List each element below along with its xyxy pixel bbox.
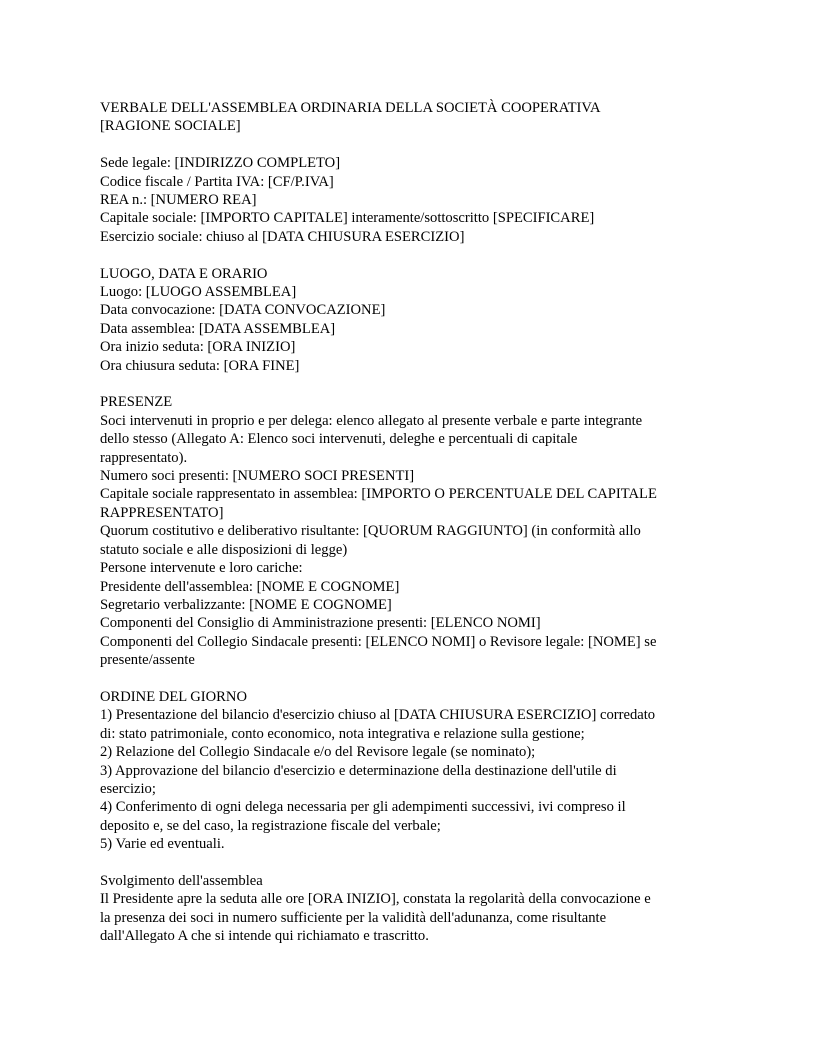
- paragraph-spacer: [100, 670, 724, 688]
- section-line: Soci intervenuti in proprio e per delega: elenco allegato al presente verbale e parte integrante: [100, 412, 643, 429]
- ordine-section: [100, 688, 724, 854]
- section-heading: LUOGO, DATA E ORARIO: [100, 265, 268, 282]
- section-line: Data convocazione: [DATA CONVOCAZIONE]: [100, 302, 386, 319]
- section-line: Persone intervenute e loro cariche:: [100, 560, 303, 577]
- paragraph-spacer: [100, 854, 724, 872]
- title-line: [RAGIONE SOCIALE]: [100, 118, 241, 135]
- section-heading: ORDINE DEL GIORNO: [100, 688, 247, 705]
- section-line: Componenti del Consiglio di Amministrazione presenti: [ELENCO NOMI]: [100, 615, 541, 632]
- section-line: la presenza dei soci in numero sufficiente per la validità dell'adunanza, come risultante: [100, 909, 607, 926]
- section-line: 3) Approvazione del bilancio d'esercizio e determinazione della destinazione dell'utile di: [100, 762, 617, 779]
- paragraph-spacer: [100, 375, 724, 393]
- section-line: dall'Allegato A che si intende qui richiamato e trascritto.: [100, 928, 429, 945]
- section-heading: Svolgimento dell'assemblea: [100, 872, 263, 889]
- section-line: rappresentato).: [100, 449, 188, 466]
- section-line: 5) Varie ed eventuali.: [100, 836, 225, 853]
- company-info-line: REA n.: [NUMERO REA]: [100, 192, 257, 209]
- section-line: Ora chiusura seduta: [ORA FINE]: [100, 357, 300, 374]
- company-info-line: Capitale sociale: [IMPORTO CAPITALE] interamente/sottoscritto [SPECIFICARE]: [100, 210, 595, 227]
- section-line: presente/assente: [100, 652, 195, 669]
- luogo-section: [100, 265, 724, 375]
- document-body: [100, 99, 724, 946]
- section-line: Quorum costitutivo e deliberativo risultante: [QUORUM RAGGIUNTO] (in conformità allo: [100, 523, 641, 540]
- section-line: Data assemblea: [DATA ASSEMBLEA]: [100, 320, 336, 337]
- company-info-line: Esercizio sociale: chiuso al [DATA CHIUSURA ESERCIZIO]: [100, 228, 465, 245]
- section-line: Numero soci presenti: [NUMERO SOCI PRESENTI]: [100, 468, 415, 485]
- section-line: statuto sociale e alle disposizioni di legge): [100, 541, 348, 558]
- section-line: Capitale sociale rappresentato in assemblea: [IMPORTO O PERCENTUALE DEL CAPITALE: [100, 486, 657, 503]
- section-line: Ora inizio seduta: [ORA INIZIO]: [100, 339, 296, 356]
- section-line: Presidente dell'assemblea: [NOME E COGNOME]: [100, 578, 400, 595]
- company-info: [100, 154, 724, 246]
- svolgimento-section: [100, 872, 724, 946]
- section-line: Segretario verbalizzante: [NOME E COGNOME]: [100, 596, 392, 613]
- title-line: VERBALE DELL'ASSEMBLEA ORDINARIA DELLA SOCIETÀ COOPERATIVA: [100, 100, 601, 116]
- company-info-line: Codice fiscale / Partita IVA: [CF/P.IVA]: [100, 173, 334, 190]
- section-line: deposito e, se del caso, la registrazione fiscale del verbale;: [100, 817, 441, 834]
- section-line: Il Presidente apre la seduta alle ore [ORA INIZIO], constata la regolarità della convocazione e: [100, 891, 651, 908]
- section-line: Luogo: [LUOGO ASSEMBLEA]: [100, 284, 297, 301]
- paragraph-spacer: [100, 136, 724, 154]
- company-info-line: Sede legale: [INDIRIZZO COMPLETO]: [100, 155, 341, 172]
- section-line: esercizio;: [100, 780, 156, 797]
- section-line: 4) Conferimento di ogni delega necessaria per gli adempimenti successivi, ivi compreso il: [100, 799, 626, 816]
- section-line: di: stato patrimoniale, conto economico, nota integrativa e relazione sulla gestione;: [100, 725, 585, 742]
- section-line: 2) Relazione del Collegio Sindacale e/o del Revisore legale (se nominato);: [100, 744, 536, 761]
- presenze-section: [100, 393, 724, 669]
- paragraph-spacer: [100, 246, 724, 264]
- document-title: [100, 99, 724, 136]
- section-line: 1) Presentazione del bilancio d'esercizio chiuso al [DATA CHIUSURA ESERCIZIO] corredato: [100, 707, 656, 724]
- section-heading: PRESENZE: [100, 394, 173, 411]
- section-line: Componenti del Collegio Sindacale presenti: [ELENCO NOMI] o Revisore legale: [NOME] se: [100, 633, 657, 650]
- section-line: dello stesso (Allegato A: Elenco soci intervenuti, deleghe e percentuali di capitale: [100, 431, 578, 448]
- section-line: RAPPRESENTATO]: [100, 504, 224, 521]
